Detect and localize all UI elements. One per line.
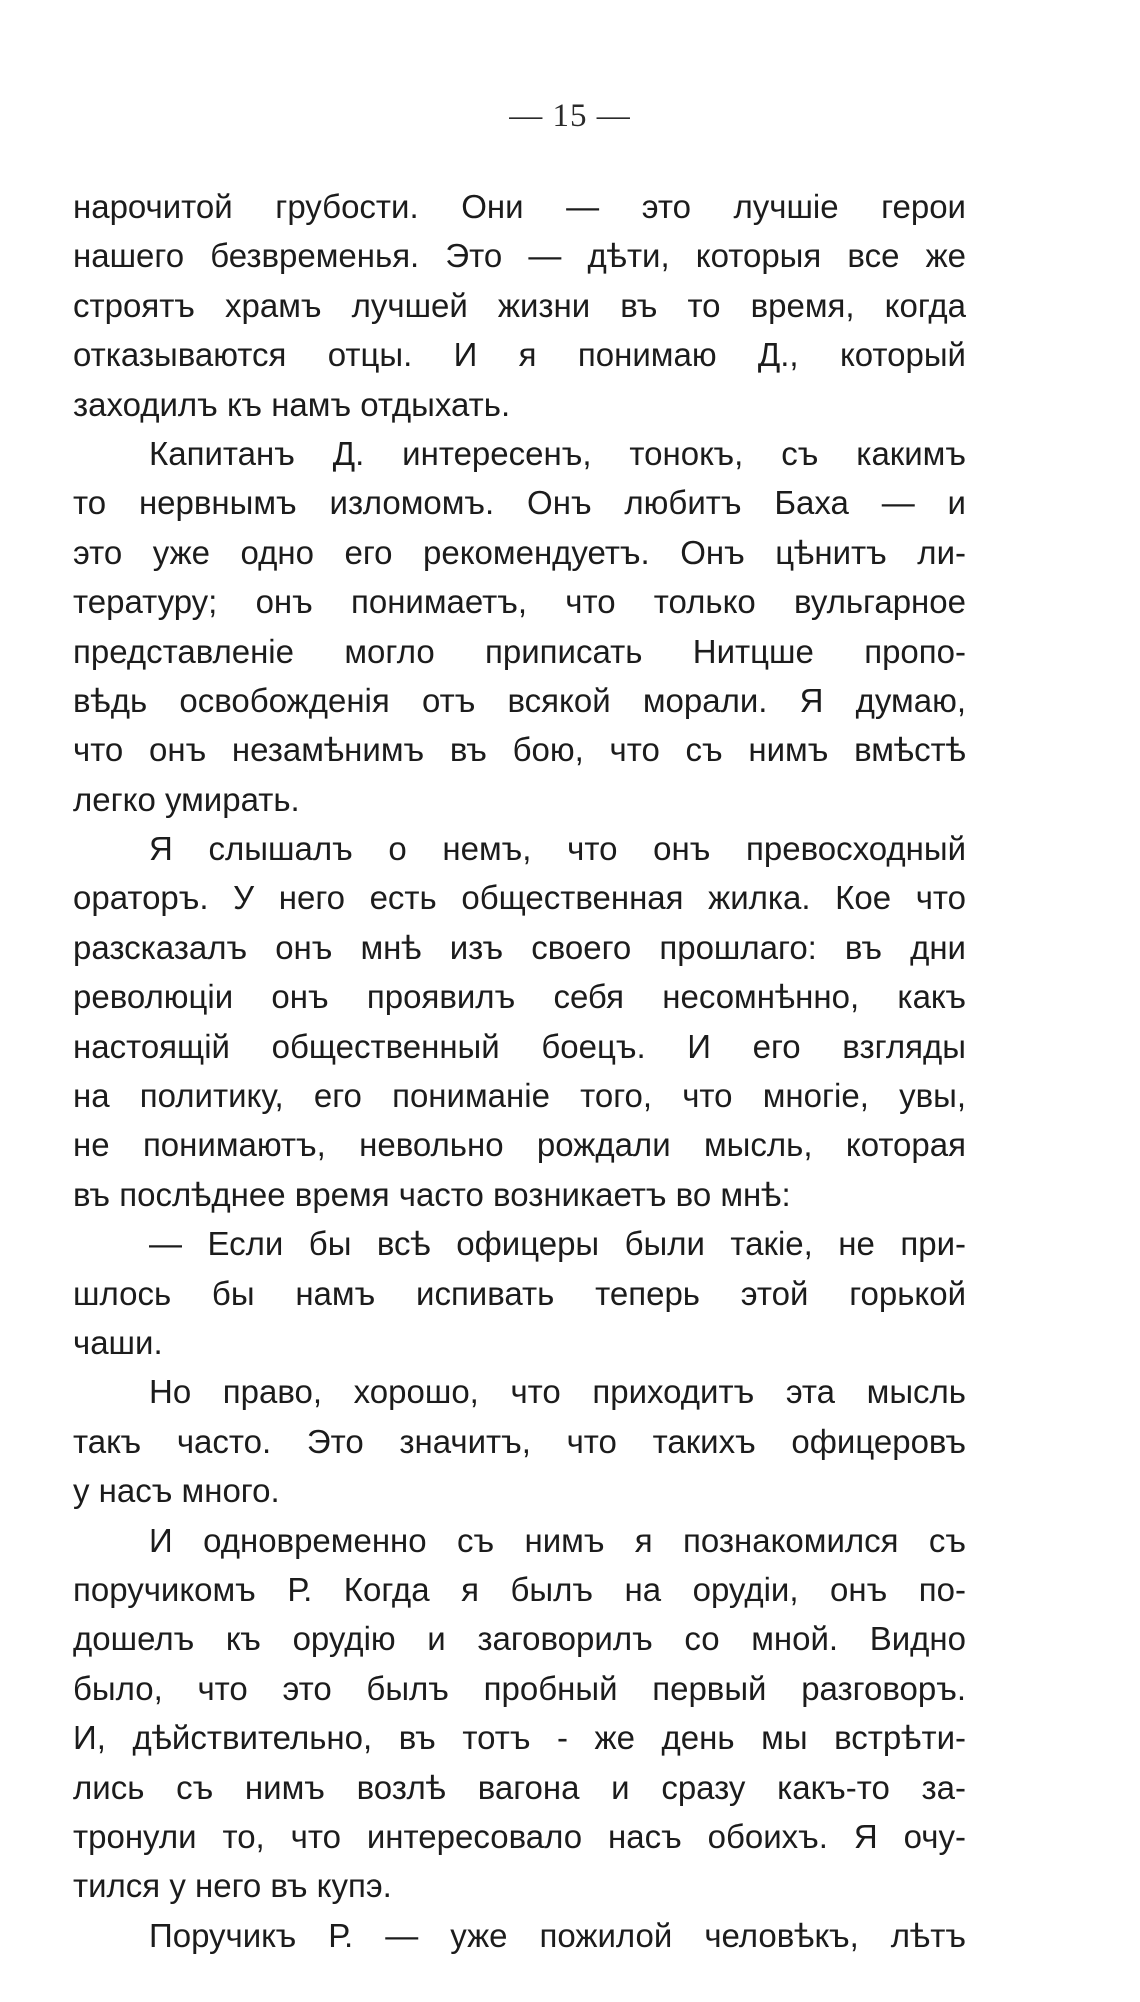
text-line: Но право, хорошо, что приходитъ эта мысль [149, 1373, 966, 1411]
text-line: ораторъ. У него есть общественная жилка. Кое что [73, 879, 966, 917]
text-line: разсказалъ онъ мнѣ изъ своего прошлаго: въ дни [73, 928, 966, 966]
text-line: настоящій общественный боецъ. И его взгляды [73, 1027, 966, 1065]
text-line: что онъ незамѣнимъ въ бою, что съ нимъ вмѣстѣ [73, 731, 966, 769]
text-line: это уже одно его рекомендуетъ. Онъ цѣнитъ ли- [73, 533, 966, 571]
text-line: представленіе могло приписать Нитцше пропо- [73, 632, 966, 670]
text-line: въ послѣднее время часто возникаетъ во мнѣ: [73, 1175, 791, 1213]
page-number: — 15 — [509, 98, 631, 134]
text-line: отказываются отцы. И я понимаю Д., который [73, 336, 966, 374]
text-line: Капитанъ Д. интересенъ, тонокъ, съ какимъ [149, 434, 966, 472]
text-line: шлось бы намъ испивать теперь этой горькой [73, 1274, 966, 1312]
text-line: И одновременно съ нимъ я познакомился съ [149, 1521, 966, 1559]
text-line: И, дѣйствительно, въ тотъ - же день мы встрѣти- [73, 1719, 966, 1757]
text-line: такъ часто. Это значитъ, что такихъ офицеровъ [73, 1422, 966, 1460]
text-line: нарочитой грубости. Они — это лучшіе герои [73, 188, 966, 225]
text-line: строятъ храмъ лучшей жизни въ то время, когда [73, 286, 966, 324]
text-line: дошелъ къ орудію и заговорилъ со мной. Видно [73, 1620, 966, 1658]
text-line: чаши. [73, 1323, 163, 1361]
text-line: у насъ много. [73, 1472, 280, 1510]
text-line: революціи онъ проявилъ себя несомнѣнно, какъ [73, 978, 966, 1016]
text-line: — Если бы всѣ офицеры были такіе, не при- [149, 1225, 966, 1263]
text-line: поручикомъ Р. Когда я былъ на орудіи, онъ по- [73, 1570, 966, 1608]
text-line: было, что это былъ пробный первый разговоръ. [73, 1669, 966, 1707]
text-line: заходилъ къ намъ отдыхать. [73, 385, 511, 423]
text-line: нашего безвременья. Это — дѣти, которыя все же [73, 237, 966, 275]
text-line: лись съ нимъ возлѣ вагона и сразу какъ-то за- [73, 1768, 966, 1806]
text-line: Поручикъ Р. — уже пожилой человѣкъ, лѣтъ [149, 1916, 966, 1954]
text-line: легко умирать. [73, 780, 300, 818]
text-line: на политику, его пониманіе того, что многіе, увы, [73, 1077, 966, 1115]
text-line: тературу; онъ понимаетъ, что только вульгарное [73, 583, 966, 621]
text-line: не понимаютъ, невольно рождали мысль, которая [73, 1126, 966, 1164]
text-line: тронули то, что интересовало насъ обоихъ. Я очу- [73, 1817, 966, 1855]
text-line: вѣдь освобожденія отъ всякой морали. Я думаю, [73, 681, 966, 719]
body-text [73, 182, 966, 1960]
text-line: Я слышалъ о немъ, что онъ превосходный [149, 830, 966, 868]
text-line: то нервнымъ изломомъ. Онъ любитъ Баха — и [73, 484, 966, 522]
text-line: тился у него въ купэ. [73, 1867, 392, 1905]
